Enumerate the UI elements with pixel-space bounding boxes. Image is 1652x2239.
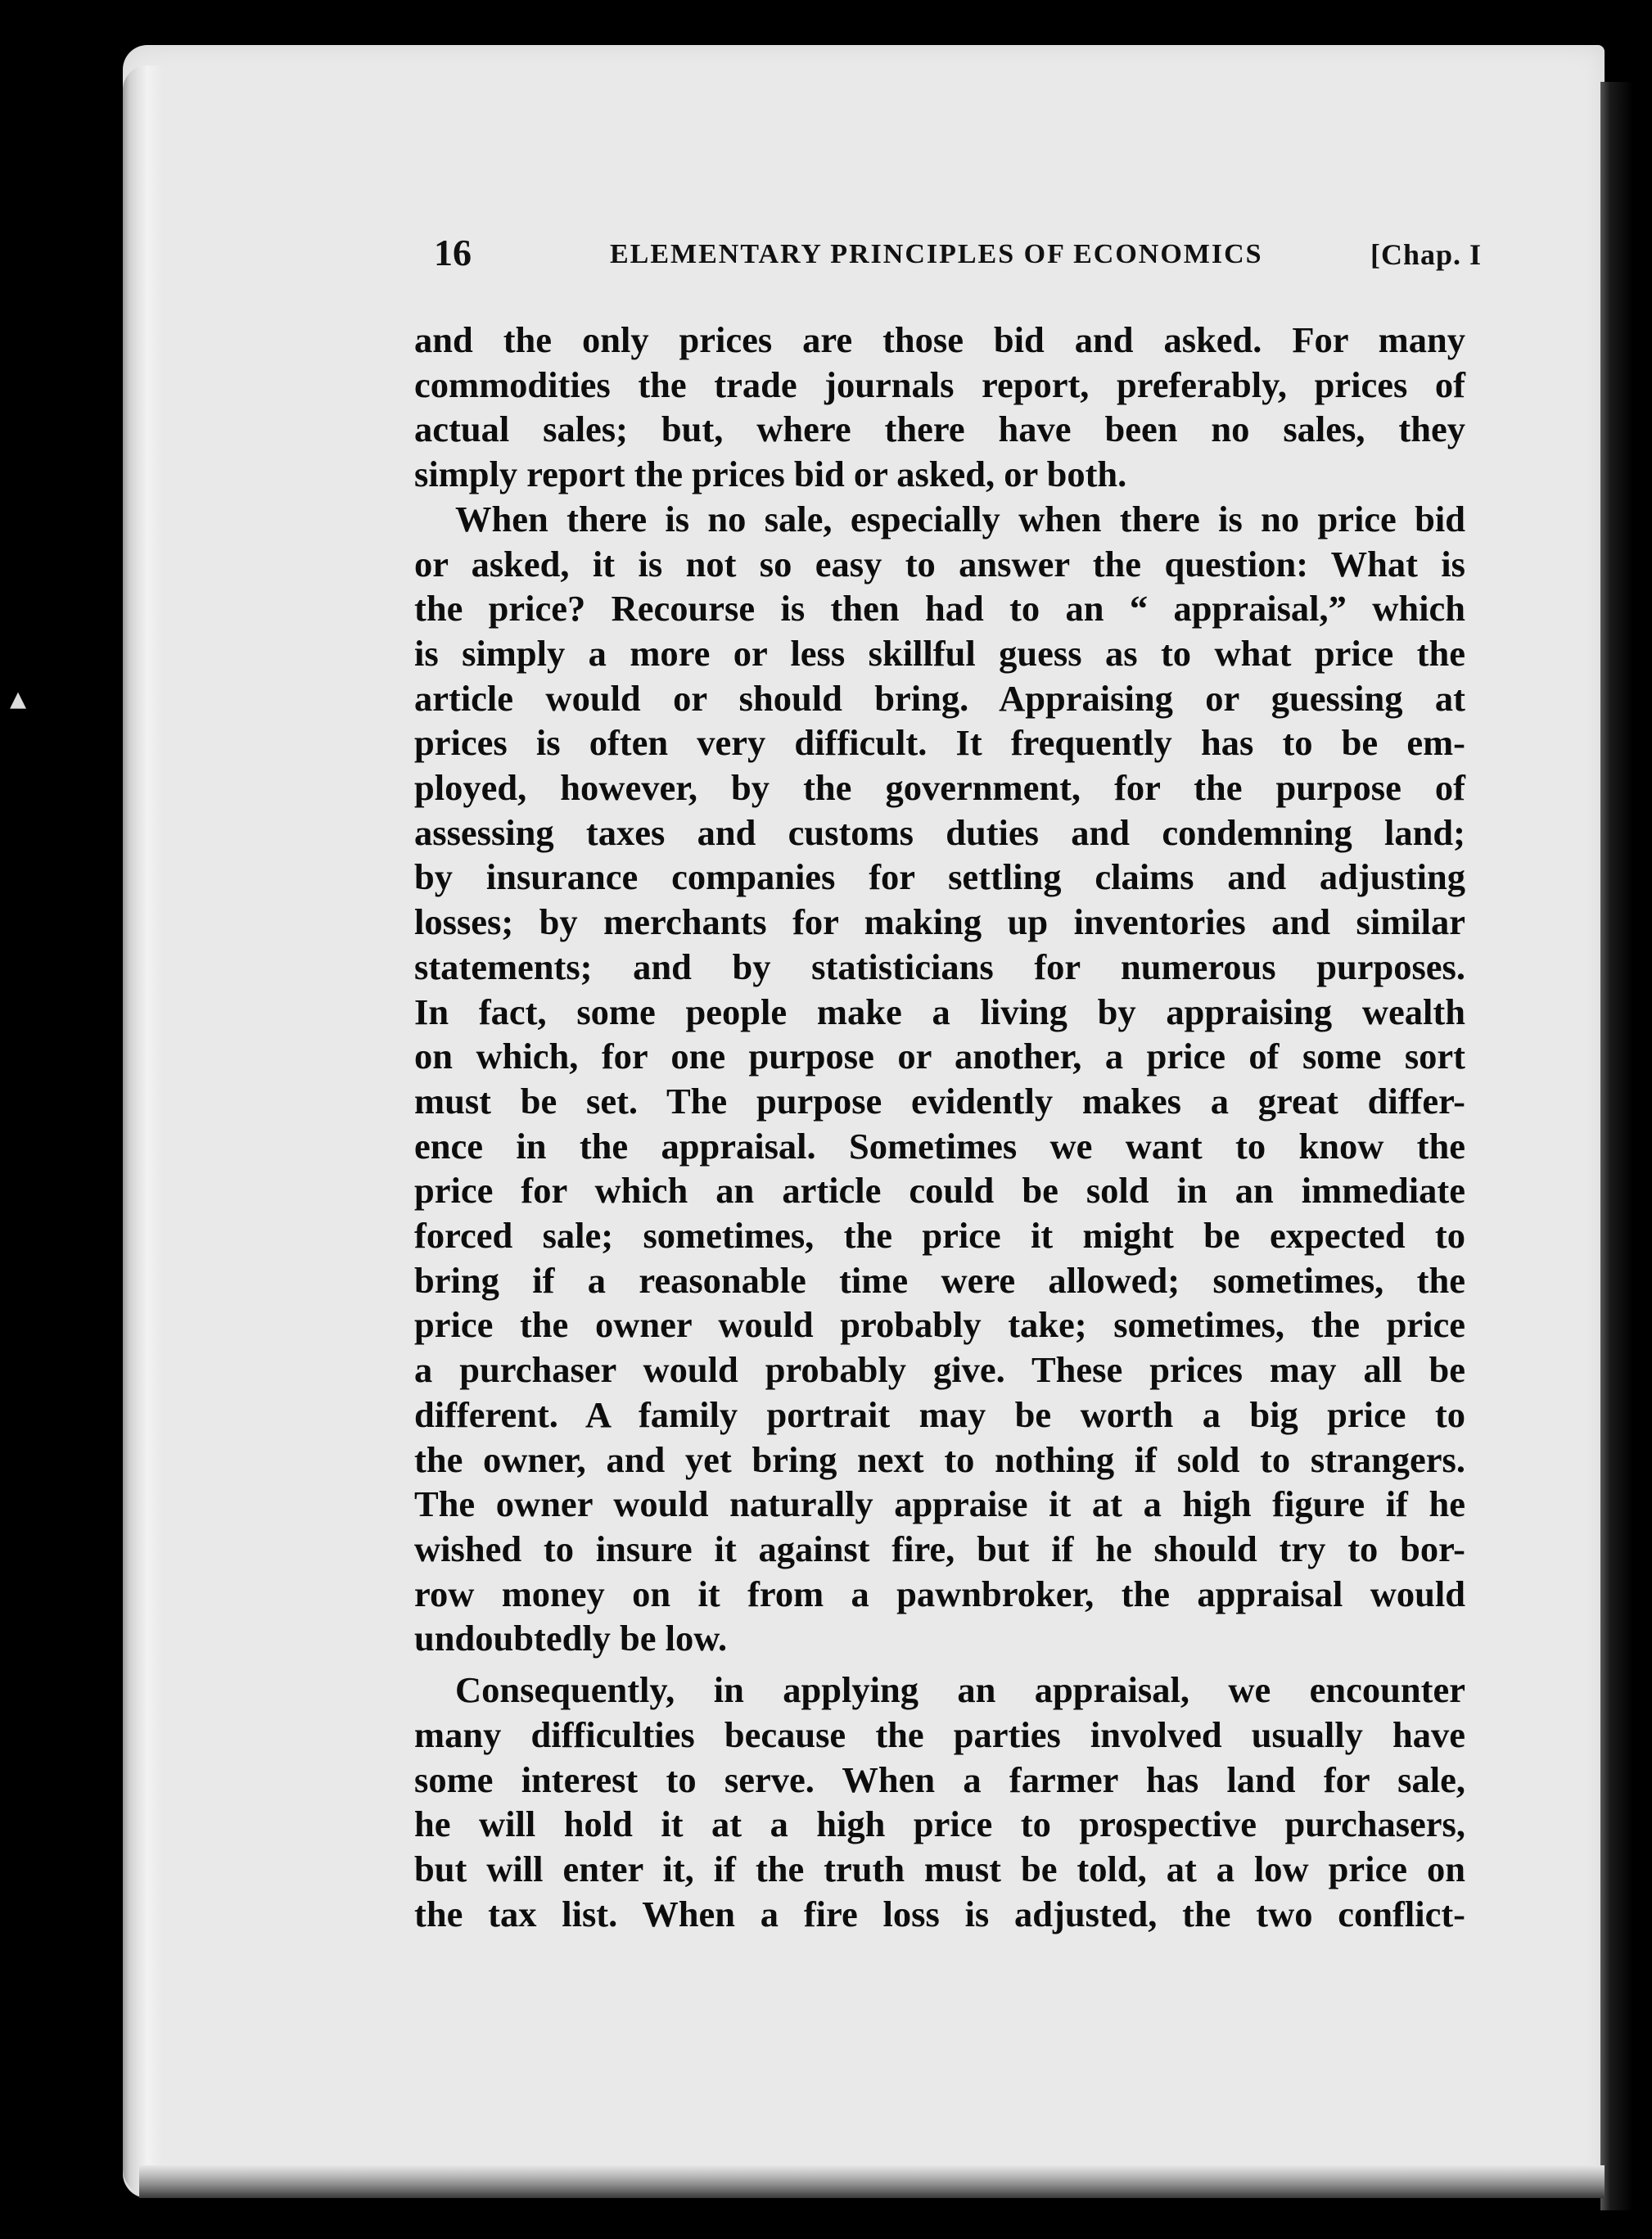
paragraph-gap bbox=[414, 1661, 1465, 1668]
text-line: undoubtedly be low. bbox=[414, 1618, 728, 1659]
text-line: article would or should bring. Appraising or guessing at bbox=[414, 677, 1465, 719]
text-line: The owner would naturally appraise it at a high figure if he bbox=[414, 1483, 1465, 1525]
page-right-edge bbox=[1600, 82, 1633, 2210]
text-line: or asked, it is not so easy to answer the question: What is bbox=[414, 543, 1465, 585]
text-line: many difficulties because the parties involved usually have bbox=[414, 1713, 1465, 1755]
text-line: prices is often very difficult. It frequently has to be em- bbox=[414, 722, 1465, 764]
text-line: bring if a reasonable time were allowed; sometimes, the bbox=[414, 1259, 1465, 1301]
text-line: different. A family portrait may be worth a big price to bbox=[414, 1393, 1465, 1435]
text-line: wished to insure it against fire, but if he should try to bor- bbox=[414, 1528, 1465, 1569]
text-line: In fact, some people make a living by appraising wealth bbox=[414, 991, 1465, 1032]
running-title: ELEMENTARY PRINCIPLES OF ECONOMICS bbox=[610, 239, 1263, 269]
page-number: 16 bbox=[434, 232, 472, 273]
text-line: some interest to serve. When a farmer has land for sale, bbox=[414, 1758, 1465, 1800]
text-line: When there is no sale, especially when there is no price bid bbox=[455, 498, 1465, 539]
text-line: assessing taxes and customs duties and condemning land; bbox=[414, 811, 1465, 853]
text-line: forced sale; sometimes, the price it might be expected to bbox=[414, 1215, 1465, 1257]
page-header bbox=[434, 231, 1482, 280]
text-line: on which, for one purpose or another, a price of some sort bbox=[414, 1036, 1465, 1077]
text-line: he will hold it at a high price to prospective purchasers, bbox=[414, 1803, 1465, 1845]
text-line: price for which an article could be sold in an immediate bbox=[414, 1170, 1465, 1212]
text-line: ence in the appraisal. Sometimes we want to know the bbox=[414, 1125, 1465, 1167]
text-line: and the only prices are those bid and asked. For many bbox=[414, 319, 1465, 360]
body-text bbox=[414, 318, 1465, 1936]
text-line: the price? Recourse is then had to an “ appraisal,” which bbox=[414, 588, 1465, 630]
text-line: but will enter it, if the truth must be told, at a low price on bbox=[414, 1848, 1465, 1889]
page-left-edge bbox=[123, 65, 162, 2194]
text-line: row money on it from a pawnbroker, the appraisal would bbox=[414, 1573, 1465, 1614]
text-line: ployed, however, by the government, for the purpose of bbox=[414, 767, 1465, 809]
text-line: actual sales; but, where there have been no sales, they bbox=[414, 409, 1465, 450]
text-line: is simply a more or less skillful guess as to what price the bbox=[414, 632, 1465, 674]
text-line: statements; and by statisticians for numerous purposes. bbox=[414, 946, 1465, 987]
text-line: commodities the trade journals report, preferably, prices of bbox=[414, 363, 1465, 405]
paragraph bbox=[414, 318, 1465, 497]
paragraph bbox=[414, 1668, 1465, 1936]
text-line: by insurance companies for settling claims and adjusting bbox=[414, 856, 1465, 898]
text-line: simply report the prices bid or asked, or both. bbox=[414, 454, 1127, 495]
paragraph bbox=[414, 497, 1465, 1661]
text-line: must be set. The purpose evidently makes a great differ- bbox=[414, 1080, 1465, 1122]
scan-speck: ▴ bbox=[10, 679, 27, 717]
text-line: the owner, and yet bring next to nothing if sold to strangers. bbox=[414, 1438, 1465, 1480]
text-line: a purchaser would probably give. These prices may all be bbox=[414, 1349, 1465, 1391]
text-line: the tax list. When a fire loss is adjusted, the two conflict- bbox=[414, 1893, 1465, 1934]
text-line: losses; by merchants for making up inventories and similar bbox=[414, 901, 1465, 943]
text-line: price the owner would probably take; sometimes, the price bbox=[414, 1304, 1465, 1346]
chapter-label: [Chap. I bbox=[1370, 238, 1482, 271]
text-line: Consequently, in applying an appraisal, we encounter bbox=[455, 1669, 1465, 1711]
page-bottom-edge bbox=[139, 2165, 1605, 2198]
